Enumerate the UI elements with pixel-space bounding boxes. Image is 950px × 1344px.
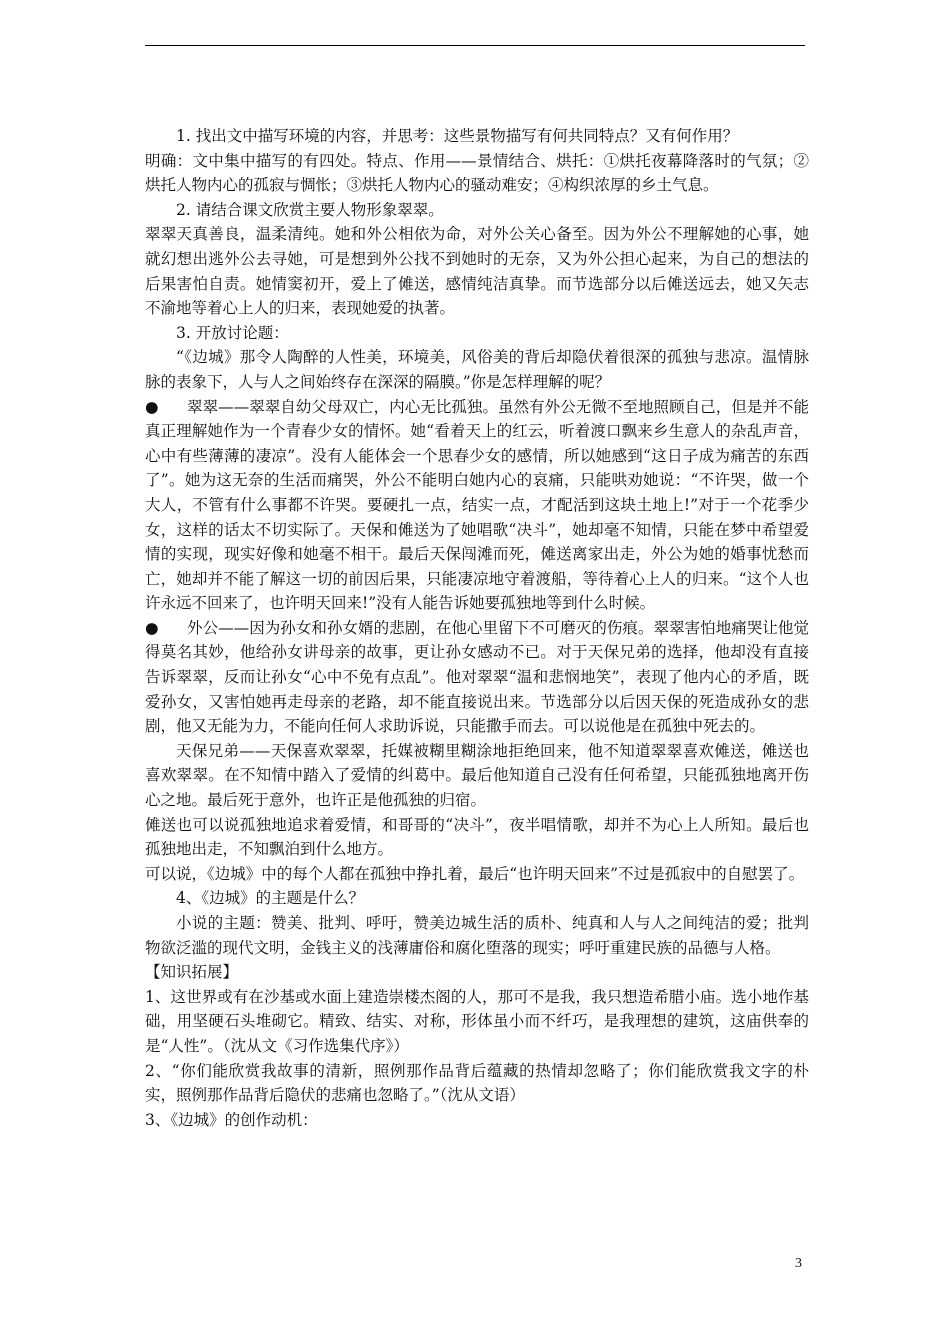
paragraph: 傩送也可以说孤独地追求着爱情，和哥哥的“决斗”，夜半唱情歌，却并不为心上人所知。最后也孤独地出走，不知飘泊到什么地方。 [145, 815, 809, 859]
paragraph: 4、《边城》的主题是什么？ [176, 889, 365, 908]
bullet-text: 翠翠——翠翠自幼父母双亡，内心无比孤独。虽然有外公无微不至地照顾自己，但是并不能真正理解她作为一个青春少女的情怀。她“看着天上的红云，听着渡口飘来乡生意人的杂乱声音，心中有些薄薄的凄凉”。没有人能体会一个思春少女的感情，所以她感到“这日子成为痛苦的东西了”。她为这无奈的生活而痛哭，外公不能明白她内心的哀痛，只能哄劝她说：“不许哭，做一个大人，不管有什么事都不许哭。要硬扎一点，结实一点，才配活到这块土地上!”对于一个花季少女，这样的话太不切实际了。天保和傩送为了她唱歌“决斗”，她却毫不知情，只能在梦中希望爱情的实现，现实好像和她毫不相干。最后天保闯滩而死，傩送离家出走，外公为她的婚事忧愁而亡，她却并不能了解这一切的前因后果，只能凄凉地守着渡船，等待着心上人的归来。“这个人也许永远不回来了，也许明天回来!”没有人能告诉她要孤独地等到什么时候。 [145, 397, 809, 613]
paragraph: “《边城》那令人陶醉的人性美，环境美，风俗美的背后却隐伏着很深的孤独与悲凉。温情脉脉的表象下，人与人之间始终存在深深的隔膜。”你是怎样理解的呢？ [145, 348, 809, 391]
bullet-paragraph [145, 395, 809, 616]
paragraph: 2、“你们能欣赏我故事的清新，照例那作品背后蕴藏的热情却忽略了；你们能欣赏我文字的朴实，照例那作品背后隐伏的悲痛也忽略了。”（沈从文语） [145, 1061, 809, 1105]
page-number: 3 [795, 1256, 802, 1271]
paragraph: 3、《边城》的创作动机： [145, 1110, 318, 1129]
bullet-paragraph [145, 616, 809, 739]
bullet-icon: ● [145, 397, 159, 416]
paragraph: 2. 请结合课文欣赏主要人物形象翠翠。 [176, 200, 444, 219]
paragraph: 1. 找出文中描写环境的内容，并思考：这些景物描写有何共同特点？又有何作用？ [176, 127, 739, 145]
document-body [145, 124, 809, 1132]
section-heading: 【知识拓展】 [145, 963, 239, 982]
bullet-text: 外公——因为孙女和孙女婿的悲剧，在他心里留下不可磨灭的伤痕。翠翠害怕地痛哭让他觉得莫名其妙，他给孙女讲母亲的故事，更让孙女感动不已。对于天保兄弟的选择，他却没有直接告诉翠翠，反而让孙女“心中不免有点乱”。他对翠翠“温和悲悯地笑”，表现了他内心的矛盾，既爱孙女，又害怕她再走母亲的老路，却不能直接说出来。节选部分以后因天保的死造成孙女的悲剧，他又无能为力，不能向任何人求助诉说，只能撒手而去。可以说他是在孤独中死去的。 [145, 618, 809, 736]
paragraph: 小说的主题：赞美、批判、呼吁，赞美边城生活的质朴、纯真和人与人之间纯洁的爱；批判物欲泛滥的现代文明，金钱主义的浅薄庸俗和腐化堕落的现实；呼吁重建民族的品德与人格。 [145, 914, 809, 957]
header-rule [145, 45, 805, 46]
paragraph: 明确：文中集中描写的有四处。特点、作用——景情结合、烘托：①烘托夜幕降落时的气氛；②烘托人物内心的孤寂与惆怅；③烘托人物内心的骚动难安；④构织浓厚的乡土气息。 [145, 151, 809, 195]
paragraph: 天保兄弟——天保喜欢翠翠，托媒被糊里糊涂地拒绝回来，他不知道翠翠喜欢傩送，傩送也喜欢翠翠。在不知情中踏入了爱情的纠葛中。最后他知道自己没有任何希望，只能孤独地离开伤心之地。最后死于意外，也许正是他孤独的归宿。 [145, 741, 809, 810]
paragraph: 3. 开放讨论题： [176, 323, 289, 342]
paragraph: 1、这世界或有在沙基或水面上建造崇楼杰阁的人，那可不是我，我只想造希腊小庙。选小地作基础，用坚硬石头堆砌它。精致、结实、对称，形体虽小而不纤巧，是我理想的建筑，这庙供奉的是“人性”。（沈从文《习作选集代序》） [145, 987, 809, 1055]
paragraph: 翠翠天真善良，温柔清纯。她和外公相依为命，对外公关心备至。因为外公不理解她的心事，她就幻想出逃外公去寻她，可是想到外公找不到她时的无奈，又为外公担心起来，为自己的想法的后果害怕自责。她情窦初开，爱上了傩送，感情纯洁真挚。而节选部分以后傩送远去，她又矢志不渝地等着心上人的归来，表现她爱的执著。 [145, 225, 809, 318]
bullet-icon: ● [145, 618, 159, 637]
paragraph: 可以说，《边城》中的每个人都在孤独中挣扎着，最后“也许明天回来”不过是孤寂中的自慰罢了。 [145, 864, 805, 883]
